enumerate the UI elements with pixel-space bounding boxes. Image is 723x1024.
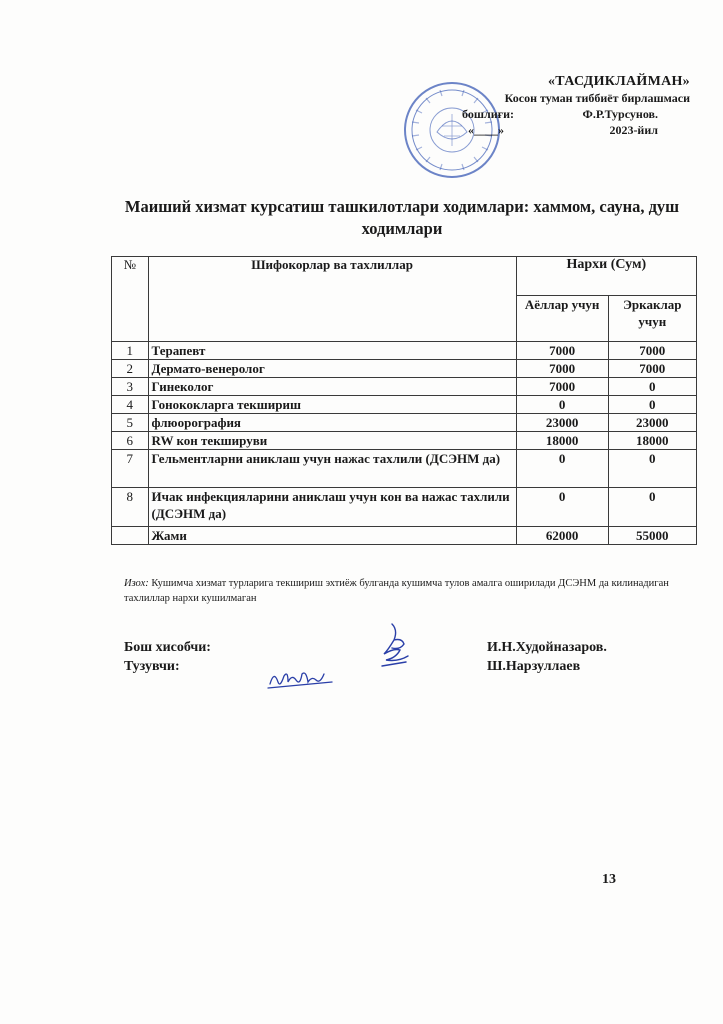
row-number: 8 <box>112 488 149 527</box>
handwritten-signature-2 <box>266 666 336 692</box>
row-name: Гельментларни аниклаш учун нажас тахлили (ДСЭНМ да) <box>148 450 516 488</box>
approval-organization: Косон туман тиббиёт бирлашмаси <box>504 91 690 105</box>
row-number: 7 <box>112 450 149 488</box>
row-name: Ичак инфекцияларини аниклаш учун кон ва нажас тахлили (ДСЭНМ да) <box>148 488 516 527</box>
signature-name-compiler: Ш.Нарзуллаев <box>487 659 581 674</box>
approval-block <box>440 74 690 138</box>
row-name: флюорография <box>148 414 516 432</box>
row-male-price: 23000 <box>608 414 696 432</box>
row-male-price: 0 <box>608 450 696 488</box>
row-name: Гонококларга текшириш <box>148 396 516 414</box>
table-row <box>112 396 697 414</box>
table-total-row <box>112 527 697 545</box>
row-female-price: 0 <box>516 396 608 414</box>
row-name: Гинеколог <box>148 378 516 396</box>
table-row <box>112 450 697 488</box>
total-male: 55000 <box>608 527 696 545</box>
row-female-price: 7000 <box>516 342 608 360</box>
header-price: Нархи (Сум) <box>516 257 696 296</box>
document-title: Маиший хизмат курсатиш ташкилотлари ходимлари: хаммом, сауна, душ ходимлари <box>124 197 680 238</box>
approval-position: бошлиғи: <box>462 107 514 121</box>
total-number-cell <box>112 527 149 545</box>
total-female: 62000 <box>516 527 608 545</box>
row-name: Терапевт <box>148 342 516 360</box>
table-row <box>112 414 697 432</box>
price-table <box>111 256 697 545</box>
footnote-label: Изох: <box>124 578 149 589</box>
handwritten-signature-1 <box>374 620 414 670</box>
row-female-price: 23000 <box>516 414 608 432</box>
signature-role-compiler: Тузувчи: <box>124 659 180 674</box>
table-row <box>112 378 697 396</box>
row-number: 5 <box>112 414 149 432</box>
row-name: Дермато-венеролог <box>148 360 516 378</box>
row-number: 4 <box>112 396 149 414</box>
row-female-price: 0 <box>516 488 608 527</box>
table-row <box>112 360 697 378</box>
row-number: 6 <box>112 432 149 450</box>
table-row <box>112 342 697 360</box>
approval-heading: «ТАСДИКЛАЙМАН» <box>548 74 690 89</box>
row-male-price: 0 <box>608 488 696 527</box>
row-male-price: 7000 <box>608 360 696 378</box>
table-header-row <box>112 257 697 296</box>
row-female-price: 7000 <box>516 360 608 378</box>
signature-role-accountant: Бош хисобчи: <box>124 640 211 655</box>
row-male-price: 7000 <box>608 342 696 360</box>
row-male-price: 0 <box>608 396 696 414</box>
row-female-price: 7000 <box>516 378 608 396</box>
header-number: № <box>112 257 149 342</box>
total-label: Жами <box>148 527 516 545</box>
table-row <box>112 488 697 527</box>
row-name: RW кон текшируви <box>148 432 516 450</box>
row-male-price: 18000 <box>608 432 696 450</box>
row-number: 1 <box>112 342 149 360</box>
approval-date-day: «____» <box>468 123 504 137</box>
footnote-text: Кушимча хизмат турларига текшириш эхтиёж булганда кушимча тулов амалга оширилади ДСЭНМ да килинадиган тахлиллар нархи кушилмаган <box>124 578 669 604</box>
header-name: Шифокорлар ва тахлиллар <box>148 257 516 342</box>
page-number: 13 <box>602 872 616 887</box>
row-number: 2 <box>112 360 149 378</box>
row-female-price: 0 <box>516 450 608 488</box>
row-female-price: 18000 <box>516 432 608 450</box>
footnote <box>124 576 694 606</box>
table-row <box>112 432 697 450</box>
signature-name-accountant: И.Н.Худойназаров. <box>487 640 607 655</box>
row-male-price: 0 <box>608 378 696 396</box>
header-male: Эркаклар учун <box>608 296 696 342</box>
row-number: 3 <box>112 378 149 396</box>
approval-date-year: 2023-йил <box>609 123 658 137</box>
header-female: Аёллар учун <box>516 296 608 342</box>
approval-name: Ф.Р.Турсунов. <box>582 107 658 121</box>
